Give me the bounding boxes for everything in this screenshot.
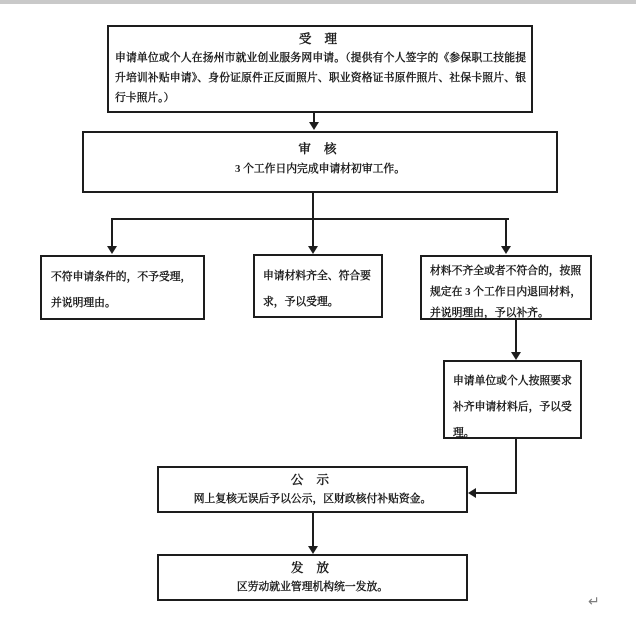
connector-branch-middle xyxy=(312,220,314,246)
flow-node-not-eligible xyxy=(40,255,205,320)
arrow-down-icon xyxy=(501,246,511,254)
arrow-down-icon xyxy=(308,246,318,254)
connector-branch-left xyxy=(111,220,113,246)
arrow-down-icon xyxy=(309,122,319,130)
node-body: 网上复核无误后予以公示，区财政核付补贴资金。 xyxy=(193,493,432,505)
arrow-down-icon xyxy=(107,246,117,254)
connector-publicity-grant xyxy=(312,513,314,546)
arrow-down-icon xyxy=(308,546,318,554)
flow-node-review xyxy=(82,131,558,193)
node-body: 区劳动就业管理机构统一发放。 xyxy=(236,581,389,593)
connector-branch-horizontal xyxy=(111,218,509,220)
connector-resubmit-left xyxy=(476,492,516,494)
node-body: 不符申请条件的，不予受理，并说明理由。 xyxy=(51,271,192,309)
node-title: 审 核 xyxy=(298,142,342,156)
flow-node-resubmit xyxy=(443,360,582,439)
flow-node-publicity xyxy=(157,466,468,513)
connector-branch-right xyxy=(505,220,507,246)
connector-review-branch xyxy=(312,193,314,220)
connector-resubmit-down xyxy=(515,439,517,494)
flow-node-grant xyxy=(157,554,468,601)
node-body: 申请材料齐全、符合要求，予以受理。 xyxy=(263,270,371,308)
node-body: 申请单位或个人按照要求补齐申请材料后，予以受理。 xyxy=(453,375,572,439)
node-body: 材料不齐全或者不符合的，按照规定在 3 个工作日内退回材料，并说明理由，予以补齐。 xyxy=(430,265,582,319)
node-body: 3 个工作日内完成申请材初审工作。 xyxy=(234,163,406,175)
flow-node-incomplete xyxy=(420,255,592,320)
node-title: 公 示 xyxy=(290,473,335,487)
node-title: 受 理 xyxy=(298,32,343,46)
paragraph-mark-icon: ↵ xyxy=(588,594,600,610)
node-body: 申请单位或个人在扬州市就业创业服务网申请。（提供有个人签字的《参保职工技能提升培训补贴申请》、身份证原件正反面照片、职业资格证书原件照片、社保卡照片、银行卡照片。） xyxy=(115,52,526,104)
arrow-down-icon xyxy=(511,352,521,360)
node-title: 发 放 xyxy=(290,561,335,575)
arrow-left-icon xyxy=(468,488,476,498)
flow-node-accept xyxy=(107,25,533,113)
connector-incomplete-resubmit xyxy=(515,320,517,352)
window-top-border xyxy=(0,0,636,4)
flow-node-complete xyxy=(253,254,383,318)
